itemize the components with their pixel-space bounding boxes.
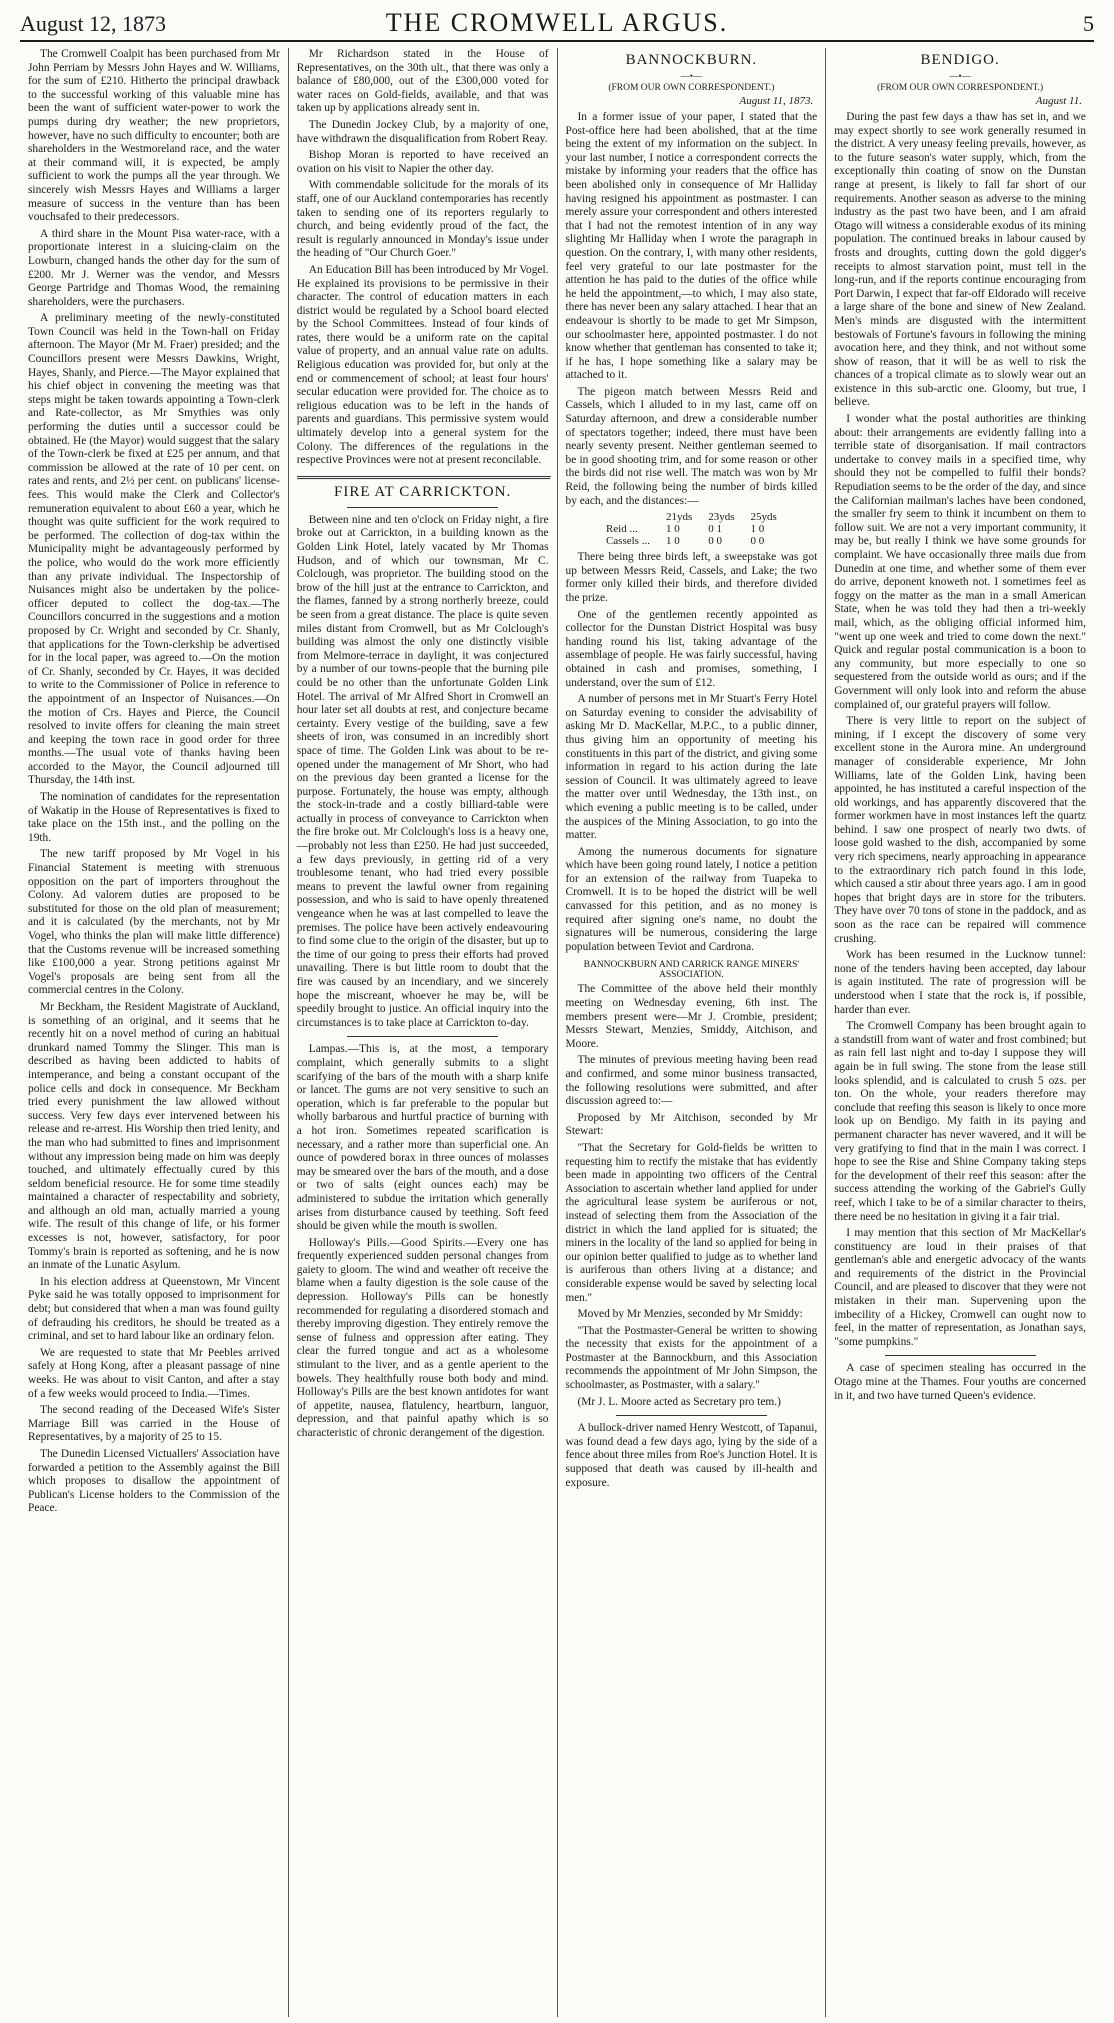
column-4	[826, 48, 1094, 2017]
table-cell: Cassels ...	[605, 535, 650, 548]
bendigo-date: August 11.	[1035, 95, 1082, 107]
table-cell: 1 0	[665, 523, 680, 536]
paragraph: Among the numerous documents for signature which have been going round lately, I notice a petition for an extension of the railway from Tuapeka to Cromwell. It is to be hoped the district will be well canvassed for this petition, and as no money is required after signing one's name, no doubt the signatures will be numerous, considering the large population between Teviot and Cardrona.	[565, 845, 818, 953]
table-header-row	[598, 511, 785, 523]
ornament: —•—	[680, 71, 702, 81]
paragraph: The minutes of previous meeting having been read and confirmed, and some minor business transacted, the following resolutions were submitted, and after discussion agreed to:—	[565, 1054, 818, 1108]
paragraph: Mr Beckham, the Resident Magistrate of Auckland, is something of an original, and it seems that he recently hit on a novel method of curing an habitual drunkard named Tommy the Slinger. This man is described as having been addicted to habits of intemperance, and being a constant occupant of the police cells and dock in consequence. Mr Beckham tried every punishment the law allowed without success. Very few days ever intervened between his release and re-arrest. His Worship then tried lenity, and the man who had submitted to fines and imprisonment without any impression being made on him was deeply touched, and ultimately effectually cured by this seldom beneficial resource. He for some time steadily maintained a character of respectability and sobriety, and although an old man, actually married a young wife. The result of this change of life, or his former excesses is not, however, satisfactory, for poor Tommy's brain is reported as softening, and he is now an inmate of the Lunatic Asylum.	[28, 1000, 280, 1272]
paragraph: One of the gentlemen recently appointed as collector for the Dunstan District Hospital was busy handing round his list, taking advantage of the assemblage of people. He was fairly successful, having obtained in cash and promises, something, I understand, over the sum of £12.	[565, 608, 818, 689]
paragraph: The Dunedin Licensed Victuallers' Association have forwarded a petition to the Assembly against the Bill which proposes to disallow the appointment of Publican's License holders to the Commission of the Peace.	[28, 1447, 280, 1515]
resolution-quote: "That the Secretary for Gold-fields be written to requesting him to rectify the mistake that has evidently been made in appointing two officers of the Central Association to ascertain whether land applied for under the agricultural lease system be auriferous or not, instead of selecting them from the Association of the district in which the land applied for is situated; the miners in the locality of the land so applied for being in our opinion better qualified to judge as to whether land is auriferous than others living at a distance; and considerable expense would be saved by selecting local men."	[565, 1141, 818, 1304]
ornament: —•—	[949, 71, 971, 81]
paragraph: A third share in the Mount Pisa water-race, with a proportionate interest in a sluicing-claim on the Lowburn, changed hands the other day for the sum of £200. Mr J. Werner was the vendor, and Messrs George Partridge and Thomas Wood, the remaining shareholders, were the purchasers.	[28, 227, 280, 308]
issue-date: August 12, 1873	[20, 11, 167, 36]
paragraph: There is very little to report on the subject of mining, if I except the discovery of some very excellent stone in the Aurora mine. An underground manager of considerable experience, Mr John Williams, late of the Golden Link, having been appointed, he has instituted a careful inspection of the old workings, and has apparently discovered that the former workmen have in most instances left the quartz behind. I saw one prospect of nearly two dwts. of loose gold washed to the dish, accompanied by some very rich specimens, nearly approaching in appearance to the extraordinary rich patch found in this lode, which caused a stir about three years ago. I am in good hopes that bright days are in store for the tributers. They have over 70 tons of stone in the paddock, and as soon as the race can be repaired will commence crushing.	[834, 715, 1086, 945]
paragraph: In a former issue of your paper, I stated that the Post-office here had been abolished, that at the time being the extent of my information on the subject. In your last number, I notice a correspondent corrects the mistake by informing your readers that the office has been abolished only in consequence of Mr Halliday having resigned his appointment as postmaster. I can merely assure your correspondent and others interested that I had not the remotest intention of in any way slighting Mr Halliday when I wrote the paragraph in question. On the contrary, I, with many other residents, feel very grateful to our late postmaster for the attention he has paid to the duties of the office while he held the appointment,—to which, I may also state, there has never been any salary attached. I hear that an endeavour is shortly to be made to get Mr Simpson, our schoolmaster here, appointed postmaster. I do not know whether that gentleman has consented to take it; if he has, I hope something like a salary may be attached to it.	[565, 111, 818, 382]
resolution-quote: "That the Postmaster-General be written to showing the necessity that exists for the appointment of a Postmaster at the Bannockburn, and this Association recommends the appointment of Mr John Simpson, the schoolmaster, as Postmaster, with a salary."	[565, 1324, 818, 1392]
paragraph: The Dunedin Jockey Club, by a majority of one, have withdrawn the disqualification from Robert Reay.	[296, 118, 549, 145]
table-cell: 0 0	[708, 535, 722, 548]
paragraph: Work has been resumed in the Lucknow tunnel: none of the tenders having been accepted, day labour is again instituted. The rate of progression will be understood when I state that the rock is, if possible, harder than ever.	[834, 949, 1086, 1016]
miners-association-heading: BANNOCKBURN AND CARRICK RANGE MINERS' ASSOCIATION.	[583, 960, 800, 981]
section-rule	[297, 476, 551, 480]
newspaper-title: THE CROMWELL ARGUS.	[385, 8, 729, 37]
table-cell	[598, 511, 658, 523]
bannockburn-heading: BANNOCKBURN.	[625, 52, 758, 68]
table-cell: 25yds	[750, 511, 777, 524]
divider	[885, 1355, 1036, 1356]
advert-lampas: Lampas.—This is, at the most, a temporary complaint, which generally submits to a slight scarifying of the bars of the mouth with a sharp knife or lancet. The gums are not very sensitive to such an operation, which is far preferable to the popular but wholly barbarous and hurtful practice of burning with a hot iron. Sometimes repeated scarification is necessary, and a rather more than superficial one. An ounce of powdered borax in three ounces of molasses may be smeared over the bars of the mouth, and a dose or two of salts (eight ounces each) may be administered to subdue the irritation which generally arises from disturbance caused by teething. Soft feed should be given while the mouth is swollen.	[296, 1043, 549, 1233]
masthead	[20, 6, 1094, 42]
column-3	[558, 48, 827, 2017]
bendigo-heading: BENDIGO.	[920, 52, 1000, 68]
table-cell: 23yds	[708, 511, 735, 524]
paragraph: The Cromwell Company has been brought again to a standstill from want of water and frost combined; but as rain fell last night and to-day I suppose they will again be in full swing. The stone from the lease still looks splendid, and is calculated to crush 5 ozs. per ton. On the whole, your readers therefore may conclude that reefing this season is likely to once more look up on Bendigo. My faith in its paying and permanent character has never wavered, and it will be very gratifying to find that in the main I was correct. I hope to see the Rise and Shine Company taking steps for the development of their reef this season: after the success attending the working of the Gabriel's Gully reef, which I take to be of a similar character to theirs, there need be no hesitation in giving it a fair trial.	[834, 1020, 1086, 1223]
divider	[616, 1415, 767, 1416]
paragraph: With commendable solicitude for the morals of its staff, one of our Auckland contemporaries has recently taken to sending one of its reporters regularly to church, and being evidently proud of the fact, the result is regularly announced in Monday's issue under the heading of "Our Church Goer."	[296, 179, 549, 260]
paragraph: Between nine and ten o'clock on Friday night, a fire broke out at Carrickton, in a building known as the Golden Link Hotel, lately vacated by Mr Thomas Hudson, and of which our townsman, Mr C. Colclough, was proprietor. The building stood on the brow of the hill just at the entrance to Carrickton, and the flames, fanned by a strong northerly breeze, could be seen from a great distance. The place is quite seven miles distant from Cromwell, but as Mr Colclough's building was almost the only one distinctly visible from Melmore-terrace in daylight, it was conjectured by a number of our towns-people that the burning pile could be no other than the unfortunate Golden Link Hotel. The arrival of Mr Alfred Short in Cromwell an hour later set all doubts at rest, and conjecture became certainty. Every vestige of the building, save a few sheets of iron, was consumed in an incredibly short space of time. The Golden Link was about to be re-opened under the management of Mr Short, who had on the previous day been granted a license for the purpose. Fortunately, the house was empty, although the stock-in-trade and a costly billiard-table were actually in process of conveyance to Carrickton when the fire broke out. Mr Colclough's loss is a heavy one,—probably not less than £250. He had just succeeded, a few days previously, in getting rid of a very troublesome tenant, who had tried every possible means to prevent the lawful owner from regaining possession, and who is said to have openly threatened vengeance when he was at last compelled to leave the premises. The police have been actively endeavouring to find some clue to the origin of the disaster, but up to the time of our going to press their efforts had proved unavailing. There is but little room to doubt that the fire was caused by an incendiary, and we sincerely hope the miscreant, whoever he may be, will be speedily brought to justice. An official inquiry into the circumstances is to take place at Carrickton to-day.	[296, 513, 549, 1029]
paragraph: A preliminary meeting of the newly-constituted Town Council was held in the Town-hall on Friday afternoon. The Mayor (Mr M. Fraer) presided; and the Councillors present were Messrs Dawkins, Wright, Hayes, Shanly, and Pierce.—The Mayor explained that his chief object in convening the meeting was that steps might be taken towards appointing a Town-clerk and Rate-collector, as Mr Smythies was only performing the duties until a successor could be obtained. He (the Mayor) would suggest that the salary of the Town-clerk be fixed at £25 per annum, and that commission be allowed at the rate of 10 per cent. on rates and rents, and 2½ per cent. on publicans' license-fees. This would make the Clerk and Collector's remuneration equivalent to about £60 a year, which he thought was quite sufficient for the work required to be performed. The collection of dog-tax within the Municipality might be advantageously performed by the police, who would do the work more efficiently than any private individual. The Inspectorship of Nuisances might also be undertaken by the police-officer deputed to collect the dog-tax.—The Councillors concurred in the suggestions and a motion proposed by Cr. Wright and seconded by Cr. Shanly, that applications for the Town-clerkship be advertised for in the local paper, was agreed to.—On the motion of Cr. Shanly, seconded by Cr. Hayes, it was decided to write to the Commissioner of Police in reference to the appointment of an Inspector of Nuisances.—On the motion of Crs. Hayes and Pierce, the Council resolved to invite offers for cleaning the main street and keeping the town race in good order for three months.—The usual vote of thanks having been accorded to the Mayor, the Council adjourned till Thursday, the 14th inst.	[28, 312, 280, 787]
divider	[347, 1036, 498, 1037]
paragraph: The pigeon match between Messrs Reid and Cassels, which I alluded to in my last, came off on Saturday afternoon, and drew a considerable number of spectators together; indeed, there must have been nearly seventy present. Neither gentleman seemed to be in good shooting trim, and for some reason or other the birds did not rise well. The match was won by Mr Reid, the following being the number of birds killed by each, and the distances:—	[565, 385, 818, 507]
table-row	[598, 523, 785, 535]
table-cell: 0 0	[750, 535, 765, 548]
paragraph: A number of persons met in Mr Stuart's Ferry Hotel on Saturday evening to consider the advisability of asking Mr D. MacKellar, M.P.C., to a public dinner, thus giving him an opportunity of meeting his constituents in this part of the district, and giving some information in regard to his action during the late session of Council. It was ultimately agreed to leave the matter over until Wednesday, the 13th inst., on which evening a public meeting is to be called, under the auspices of the Mining Association, to go into the matter.	[565, 693, 818, 842]
paragraph: The second reading of the Deceased Wife's Sister Marriage Bill was carried in the House of Representatives, by a majority of 25 to 15.	[28, 1404, 280, 1444]
column-1	[20, 48, 289, 2017]
paragraph: There being three birds left, a sweepstake was got up between Messrs Reid, Cassels, and Lake; the two former only killed their birds, and therefore divided the prize.	[565, 551, 818, 604]
table-row	[598, 535, 785, 547]
columns	[20, 48, 1094, 2017]
paragraph: The Committee of the above held their monthly meeting on Wednesday evening, 6th inst. The members present were—Mr J. Crombie, president; Messrs Stewart, Menzies, Smiddy, Aitchison, and Moore.	[565, 983, 818, 1050]
advert-holloway: Holloway's Pills.—Good Spirits.—Every one has frequently experienced sudden personal changes from gaiety to gloom. The wind and weather oft receive the blame when a faulty digestion is the sole cause of the depression. Holloway's Pills can be honestly recommended for regulating a disordered stomach and thereby improving digestion. They entirely remove the sense of fulness and oppression after eating. They clear the furred tongue and act as a wholesome stimulant to the liver, and as a gentle aperient to the bowels. They healthfully rouse both body and mind. Holloway's Pills are the best known antidotes for want of appetite, nausea, flatulency, heartburn, languor, depression, and that painful apathy which is so characteristic of chronic derangement of the digestion.	[296, 1236, 549, 1439]
bendigo-byline: (FROM OUR OWN CORRESPONDENT.)	[877, 83, 1044, 93]
paragraph: The new tariff proposed by Mr Vogel in his Financial Statement is meeting with strenuous opposition on the part of importers throughout the Colony. Ad valorem duties are proposed to be substituted for those on the old plan of measurement; and it is calculated (by the merchants, not by Mr Vogel, who thinks the plan will make little difference) that the Customs revenue will be increased something like £100,000 a year. Strong petitions against Mr Vogel's proposals are being sent from all the commercial centres in the Colony.	[28, 848, 280, 997]
paragraph: Bishop Moran is reported to have received an ovation on his visit to Napier the other day.	[296, 149, 549, 175]
paragraph: Mr Richardson stated in the House of Representatives, on the 30th ult., that there was only a balance of £80,000, out of the £300,000 voted for water races on Gold-fields, available, and that was taken up by applications already sent in.	[296, 48, 549, 115]
table-cell: 1 0	[665, 535, 680, 548]
paragraph: (Mr J. L. Moore acted as Secretary pro tem.)	[577, 1395, 781, 1408]
divider	[347, 507, 498, 508]
table-cell: 0 1	[708, 523, 722, 536]
paragraph: The Cromwell Coalpit has been purchased from Mr John Perriam by Messrs John Hayes and W. Williams, for the sum of £210. Hitherto the principal drawback to the successful working of this valuable mine has been the want of sufficient water-power to work the pumps during dry weather; the new proprietors, however, have no such difficulty to encounter; both are shareholders in the Westmoreland race, and the water at their command will, it is expected, be amply sufficient to work the pumps all the year through. We sincerely wish Messrs Hayes and Williams a larger measure of success in the venture than has been vouchsafed to their predecessors.	[28, 48, 280, 224]
table-cell: 21yds	[665, 511, 693, 524]
paragraph: I wonder what the postal authorities are thinking about: their arrangements are evidently falling into a terrible state of disorganisation. If mail contractors undertake to convey mails in a specified time, why should they not be compelled to fulfil their bonds? Repudiation seems to be the order of the day, and since the Californian mailman's laches have been condoned, the smaller fry seem to think it incumbent on them to follow suit. We are not a very important community, it may be, but really I think we have some grounds for complaint. We have occasionally three mails due from Dunedin at one time, and whether some of them ever do arrive, deponent knoweth not. I sometimes feel as foggy on the matter as the man in a small American State, when he was told they had then a tri-weekly mail, which, as the obliging official informed him, "went up one week and tried to come down the next." Quick and regular postal communication is a boon to any community, but more especially to one so sequestered from the outside world as ours; and if the Government will only look into and reform the abuse complained of, our grateful prayers will follow.	[834, 413, 1086, 711]
column-2	[289, 48, 558, 2017]
paragraph: The nomination of candidates for the representation of Wakatip in the House of Representatives is fixed to take place on the 15th inst., and the polling on the 19th.	[28, 791, 280, 844]
page-number: 5	[1082, 11, 1094, 36]
paragraph: An Education Bill has been introduced by Mr Vogel. He explained its provisions to be permissive in their character. The control of education matters in each district would be regulated by a School board elected by the School Committees. Instead of four kinds of rates, there would be a uniform rate on the capital value of property, and an annual value rate on adults. Religious education was provided for, but only at the end or commencement of school; at least four hours' secular education were provided for. The choice as to religious education was to be left in the hands of parents and guardians. This permissive system would ultimately develop into a general system for the Colony. The differences of the regulations in the respective Provinces were not at present reconcilable.	[296, 263, 549, 467]
pigeon-match-scores	[598, 511, 785, 547]
table-cell: Reid ...	[605, 523, 638, 536]
paragraph: A bullock-driver named Henry Westcott, of Tapanui, was found dead a few days ago, lying by the side of a fence about three miles from Roe's Junction Hotel. It is supposed that death was caused by ill-health and exposure.	[565, 1422, 818, 1489]
paragraph: Moved by Mr Menzies, seconded by Mr Smiddy:	[577, 1308, 803, 1321]
bannockburn-byline: (FROM OUR OWN CORRESPONDENT.)	[608, 83, 775, 93]
paragraph: Proposed by Mr Aitchison, seconded by Mr Stewart:	[565, 1111, 818, 1138]
paragraph: In his election address at Queenstown, Mr Vincent Pyke said he was totally opposed to imprisonment for debt; but considered that when a man was found guilty of defrauding his creditors, he should be treated as a criminal, and set to hard labour like an ordinary felon.	[28, 1275, 280, 1343]
fire-heading: FIRE AT CARRICKTON.	[334, 483, 512, 500]
paragraph: During the past few days a thaw has set in, and we may expect shortly to see work generally resumed in the district. A very uneasy feeling prevails, however, as to the future season's water supply, which, from the exceptionally thin coating of snow on the Dunstan range at present, is likely to fall far short of our requirements. Another season as adverse to the mining industry as the past two have been, and I am afraid Otago will witness a considerable exodus of its mining population. The continued breaks in labour caused by frosts and droughts, cutting down the gold digger's receipts to almost starvation point, must tell in the long-run, and if the reports continue encouraging from Port Darwin, I expect that far-off Eldorado will receive a large share of the bone and sinew of New Zealand. Men's minds are disgusted with the intermittent bestowals of Fortune's favours in following the mining avocation here, and they think, and not without some show of reason, that it will be as well to risk the chances of a tropical climate as to slowly wear out an existence in this sub-arctic one. Gloomy, but true, I believe.	[834, 111, 1086, 409]
table-cell: 1 0	[750, 523, 765, 536]
paragraph: I may mention that this section of Mr MacKellar's constituency are loud in their praises of that gentleman's able and energetic advocacy of the wants and requirements of the district in the Provincial Council, and are pleased to discover that they were not mistaken in their man. Supervening upon the imbecility of a Hickey, Cromwell can ought now to feel, in the matter of representation, as Jonathan says, "some pumpkins."	[834, 1227, 1086, 1348]
paragraph: We are requested to state that Mr Peebles arrived safely at Hong Kong, after a pleasant passage of nine weeks. He was about to visit Canton, and after a stay of a few weeks would proceed to India.—Times.	[28, 1346, 280, 1400]
paragraph: A case of specimen stealing has occurred in the Otago mine at the Thames. Four youths are concerned in it, and two have turned Queen's evidence.	[834, 1362, 1086, 1402]
bannockburn-date: August 11, 1873.	[739, 95, 814, 107]
